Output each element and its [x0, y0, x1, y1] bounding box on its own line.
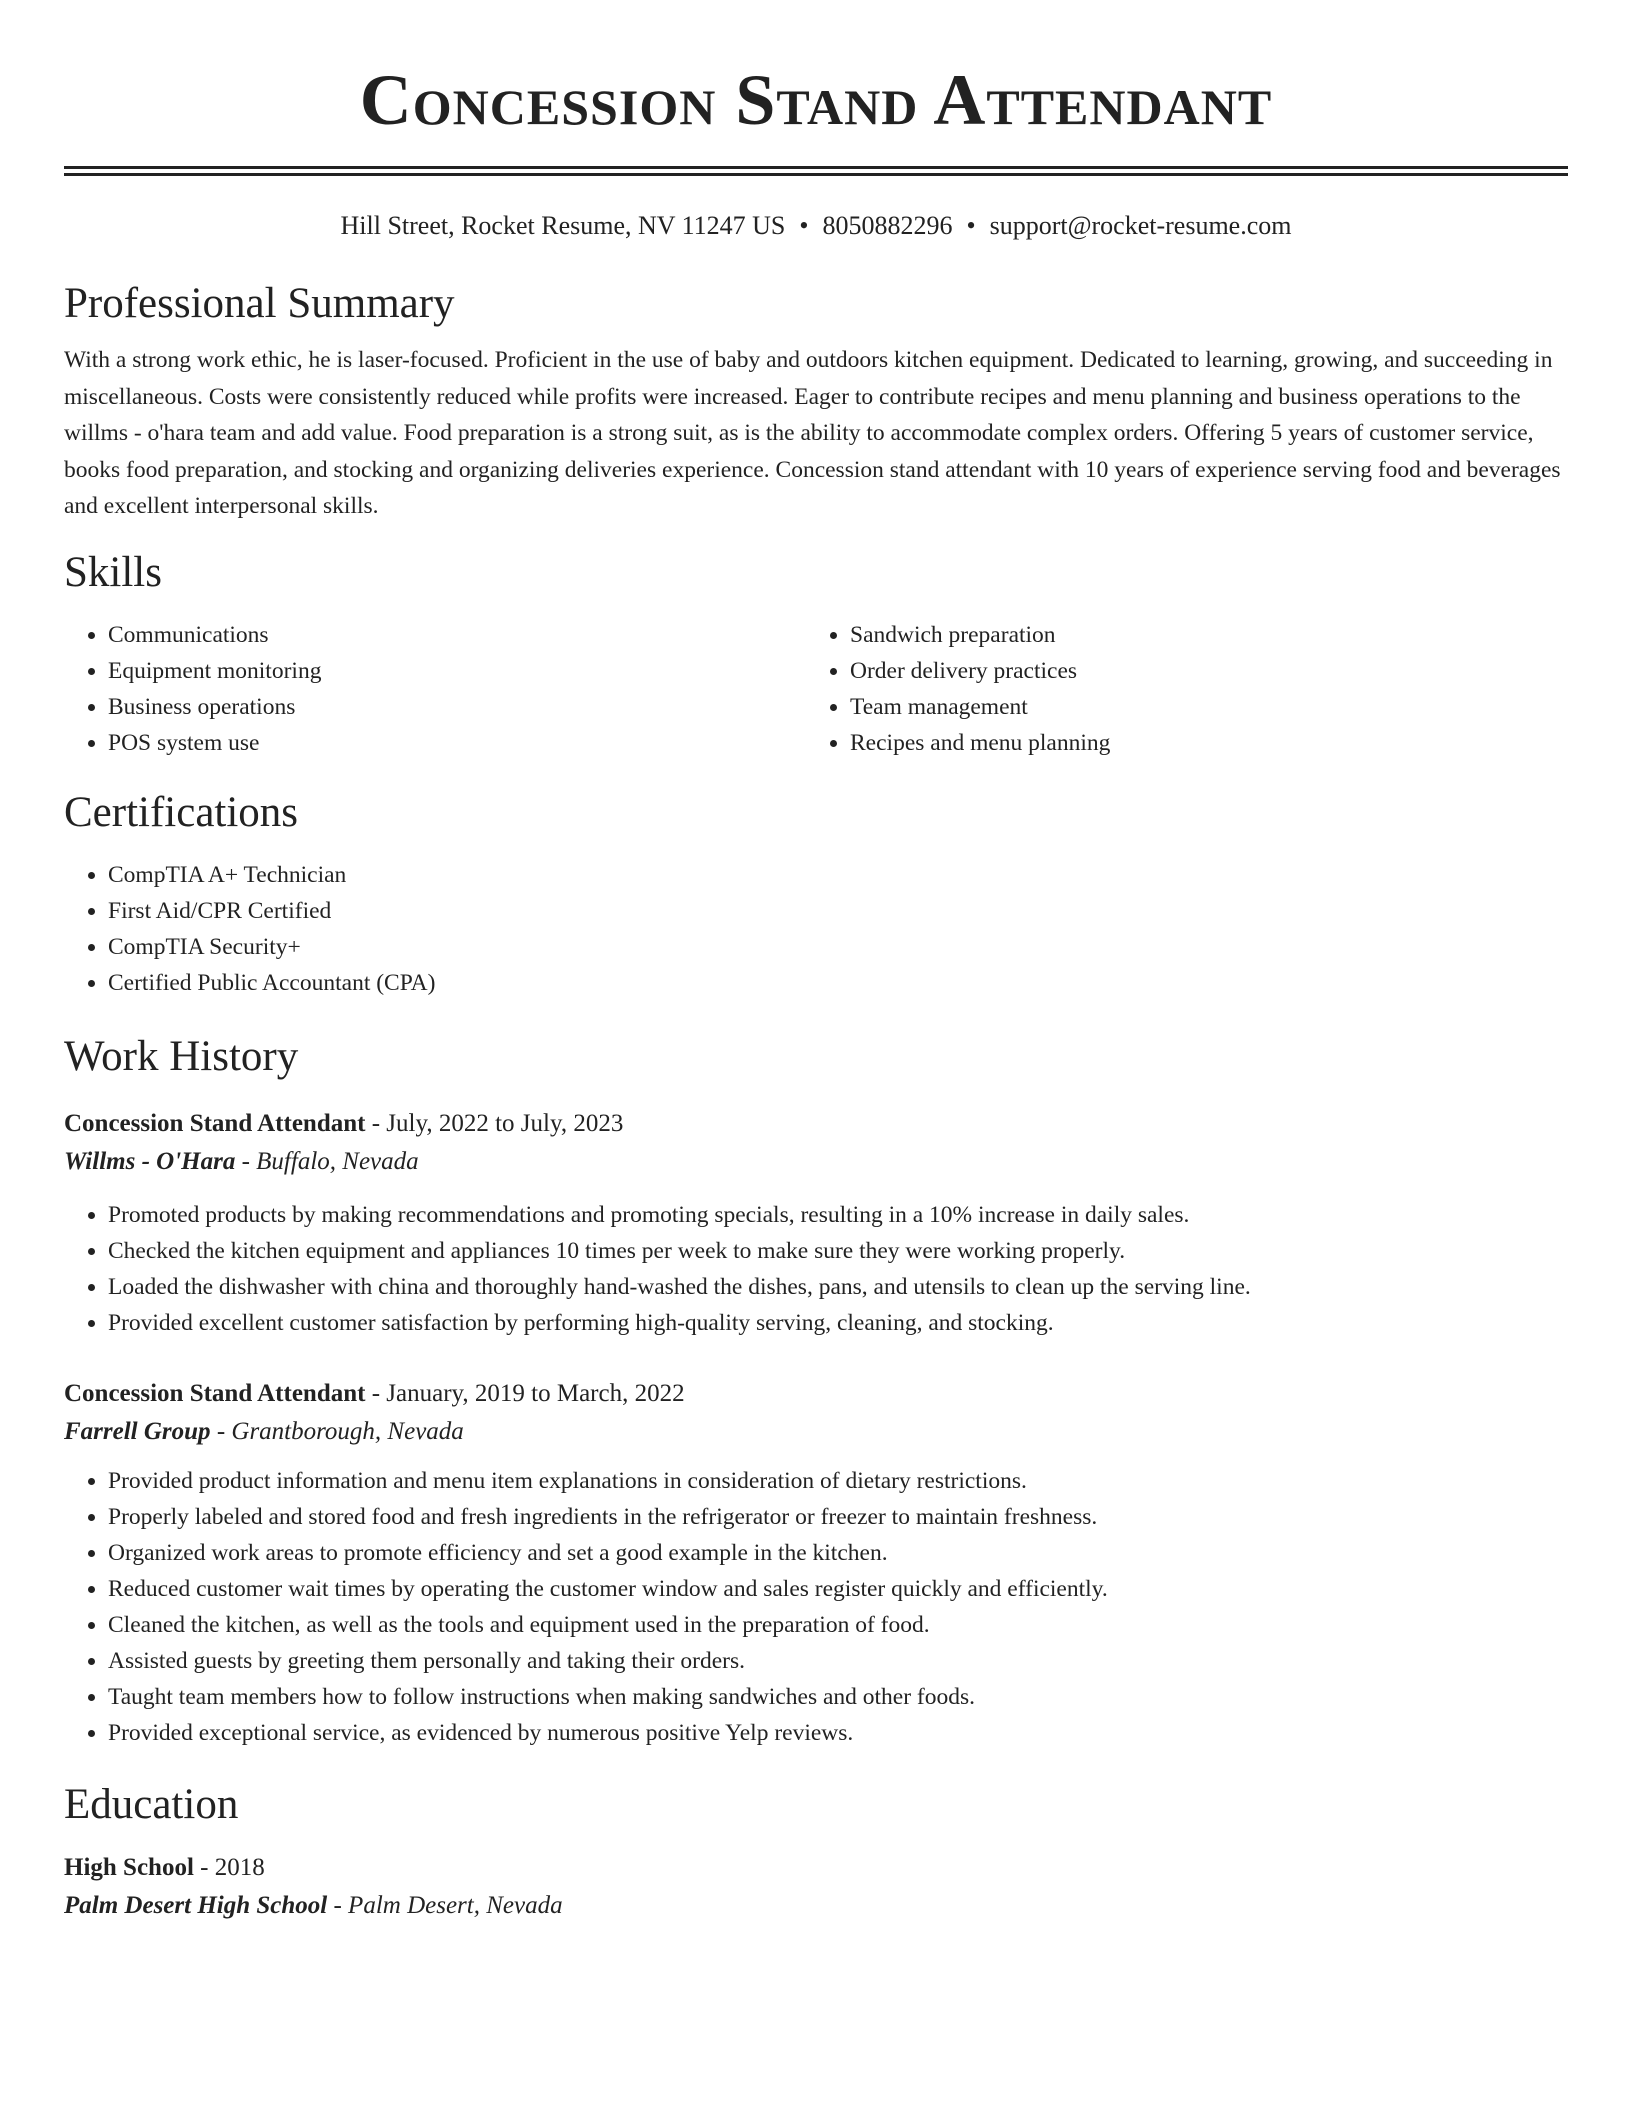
job-company: Willms - O'Hara [64, 1147, 236, 1175]
skill-item: • Sandwich preparation [850, 617, 1548, 653]
job-bullet: • Provided exceptional service, as evidenced by numerous positive Yelp reviews. [108, 1715, 1568, 1751]
job-dash: - [365, 1379, 387, 1407]
job-title: Concession Stand Attendant [64, 1379, 366, 1407]
job-bullets [64, 1463, 1568, 1751]
skills-column-right [806, 617, 1548, 761]
work-history-heading: Work History [64, 1032, 299, 1080]
job-bullet: • Assisted guests by greeting them personally and taking their orders. [108, 1643, 1568, 1679]
resume-title: Concession Stand Attendant [359, 60, 1273, 140]
education-location: Palm Desert, Nevada [348, 1891, 563, 1919]
job-bullet: • Loaded the dishwasher with china and thoroughly hand-washed the dishes, pans, and utensils to clean up the serving line. [108, 1269, 1568, 1305]
job-dates: July, 2022 to July, 2023 [386, 1109, 624, 1137]
certification-item: • Certified Public Accountant (CPA) [108, 965, 1568, 1001]
job-dash: - [365, 1109, 387, 1137]
contact-email: support@rocket-resume.com [989, 211, 1292, 240]
skills-heading: Skills [64, 548, 162, 596]
job-company: Farrell Group [64, 1417, 211, 1445]
job-bullet: • Provided product information and menu item explanations in consideration of dietary restrictions. [108, 1463, 1568, 1499]
job-company-line [64, 1413, 1568, 1451]
contact-address: Hill Street, Rocket Resume, NV 11247 US [340, 211, 786, 240]
education-degree-line [64, 1849, 1568, 1887]
job-bullet: • Checked the kitchen equipment and appliances 10 times per week to make sure they were working properly. [108, 1233, 1568, 1269]
skill-item: • Recipes and menu planning [850, 725, 1548, 761]
job-bullet: • Cleaned the kitchen, as well as the tools and equipment used in the preparation of food. [108, 1607, 1568, 1643]
skill-item: • Team management [850, 689, 1548, 725]
job-dash: - [210, 1417, 232, 1445]
contact-phone: 8050882296 [822, 211, 953, 240]
education-heading: Education [64, 1780, 239, 1828]
skill-item: • Equipment monitoring [108, 653, 806, 689]
education-dash: - [327, 1891, 349, 1919]
job-dash: - [235, 1147, 257, 1175]
job-bullet: • Properly labeled and stored food and fresh ingredients in the refrigerator or freezer to maintain freshness. [108, 1499, 1568, 1535]
education-degree: High School [64, 1853, 194, 1881]
certification-item: • CompTIA Security+ [108, 929, 1568, 965]
certification-item: • First Aid/CPR Certified [108, 893, 1568, 929]
skill-item: • Order delivery practices [850, 653, 1548, 689]
skills-list-left [64, 617, 806, 761]
job-bullet: • Taught team members how to follow instructions when making sandwiches and other foods. [108, 1679, 1568, 1715]
job-bullets [64, 1197, 1568, 1341]
contact-line [64, 210, 1568, 242]
skills-grid [64, 617, 1568, 761]
education-year: 2018 [214, 1853, 265, 1881]
contact-separator: • [966, 211, 976, 240]
education-school-line [64, 1887, 1568, 1925]
skill-item: • Communications [108, 617, 806, 653]
summary-text: With a strong work ethic, he is laser-focused. Proficient in the use of baby and outdoors kitchen equipment. Dedicated to learning, growing, and succeeding in miscellaneous. Costs were consistently reduced while profits were increased. Eager to contribute recipes and menu planning and business operations to the willms - o'hara team and add value. Food preparation is a strong suit, as is the ability to accommodate complex orders. Offering 5 years of customer service, books food preparation, and stocking and organizing deliveries experience. Concession stand attendant with 10 years of experience serving food and beverages and excellent interpersonal skills. [64, 347, 1561, 519]
skills-column-left [64, 617, 806, 761]
skill-item: • Business operations [108, 689, 806, 725]
job-title: Concession Stand Attendant [64, 1109, 366, 1137]
contact-separator: • [799, 211, 809, 240]
title-double-rule [64, 166, 1568, 176]
job-dates: January, 2019 to March, 2022 [386, 1379, 685, 1407]
certifications-heading: Certifications [64, 788, 299, 836]
certification-item: • CompTIA A+ Technician [108, 857, 1568, 893]
summary-heading: Professional Summary [64, 280, 455, 327]
job-title-line [64, 1375, 1568, 1413]
job-company-line [64, 1143, 1568, 1181]
job-bullet: • Reduced customer wait times by operating the customer window and sales register quickly and efficiently. [108, 1571, 1568, 1607]
education-school: Palm Desert High School [64, 1891, 328, 1919]
job-bullet: • Provided excellent customer satisfaction by performing high-quality serving, cleaning, and stocking. [108, 1305, 1568, 1341]
skill-item: • POS system use [108, 725, 806, 761]
job-title-line [64, 1105, 1568, 1143]
job-bullet: • Organized work areas to promote efficiency and set a good example in the kitchen. [108, 1535, 1568, 1571]
certifications-list [64, 857, 1568, 1001]
job-bullet: • Promoted products by making recommendations and promoting specials, resulting in a 10% increase in daily sales. [108, 1197, 1568, 1233]
education-dash: - [193, 1853, 215, 1881]
skills-list-right [806, 617, 1548, 761]
job-location: Buffalo, Nevada [256, 1147, 419, 1175]
job-location: Grantborough, Nevada [231, 1417, 464, 1445]
